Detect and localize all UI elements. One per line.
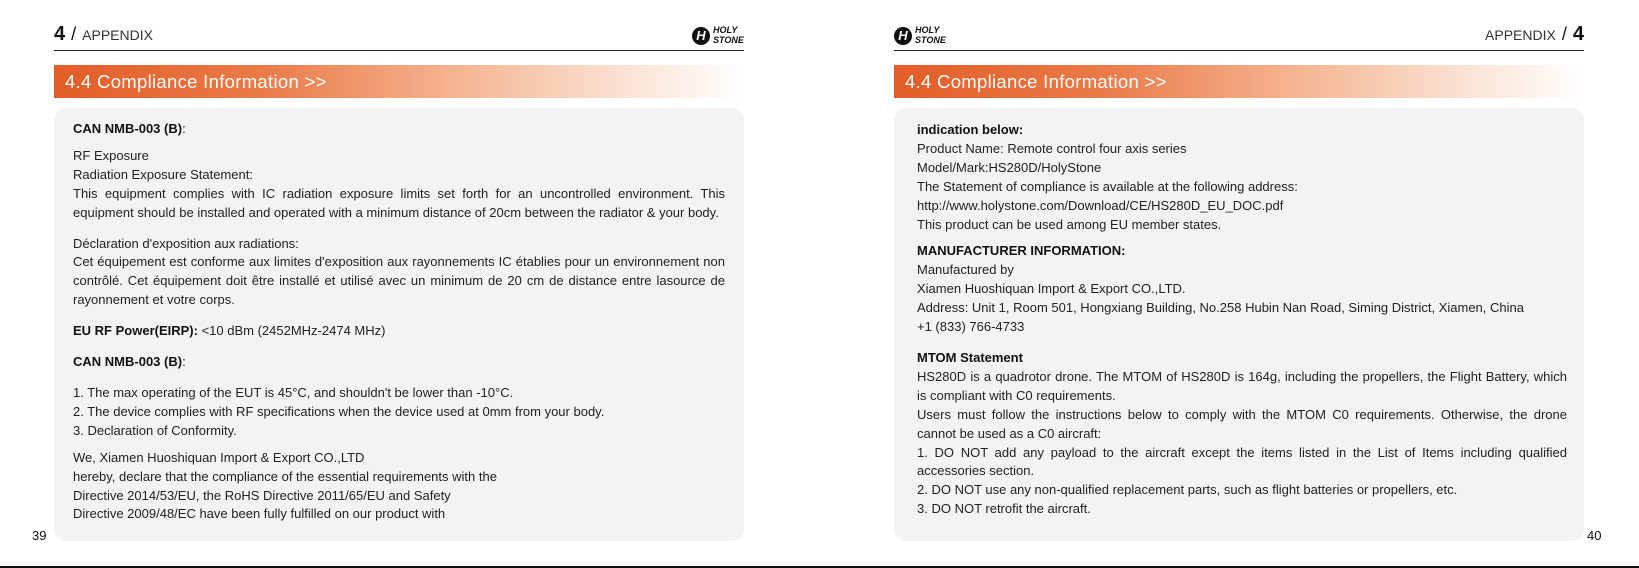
product-line: Model/Mark:HS280D/HolyStone [917, 159, 1102, 175]
list-item: 3. DO NOT retrofit the aircraft. [917, 501, 1091, 517]
manufacturer-line: Manufactured by [917, 262, 1014, 278]
doc-url: http://www.holystone.com/Download/CE/HS280D_EU_DOC.pdf [917, 197, 1284, 213]
product-line: The Statement of compliance is available at the following address: [917, 178, 1298, 194]
manufacturer-line: +1 (833) 766-4733 [917, 319, 1025, 335]
product-line: This product can be used among EU member states. [917, 216, 1222, 232]
right-page [894, 0, 1594, 568]
section-banner [54, 65, 744, 98]
eirp-line: EU RF Power(EIRP): <10 dBm (2452MHz-2474 MHz) [73, 323, 386, 339]
page-number-right: 40 [1587, 528, 1602, 543]
list-item: 1. The max operating of the EUT is 45°C, and shouldn't be lower than -10°C. [73, 384, 514, 400]
heading: CAN NMB-003 (B): [73, 354, 186, 370]
manufacturer-heading: MANUFACTURER INFORMATION: [917, 243, 1126, 259]
page-number-left: 39 [32, 528, 47, 543]
mtom-paragraph: HS280D is a quadrotor drone. The MTOM of HS280D is 164g, including the propellers, the Flight Battery, which is compliant with C0 requirements. [917, 368, 1567, 403]
radiation-statement-label: Radiation Exposure Statement: [73, 166, 253, 182]
mtom-paragraph: Users must follow the instructions below to comply with the MTOM C0 requirements. Otherwise, the drone cannot be used as a C0 aircraft: [917, 406, 1567, 441]
section-banner [894, 65, 1584, 98]
list-item: 3. Declaration of Conformity. [73, 422, 237, 438]
indication-heading: indication below: [917, 122, 1024, 137]
left-page [54, 0, 754, 568]
heading: CAN NMB-003 (B): [73, 121, 186, 136]
content-panel [894, 108, 1584, 541]
declaration-line: We, Xiamen Huoshiquan Import & Export CO.,LTD [73, 449, 365, 465]
french-title: Déclaration d'exposition aux radiations: [73, 235, 299, 251]
content-panel [54, 108, 744, 541]
chapter-label: APPENDIX / 4 [1485, 23, 1584, 45]
logo-h-icon: H [692, 27, 710, 45]
french-paragraph: Cet équipement est conforme aux limites d'exposition aux rayonnements IC établies pour un environnement non contrôlé. Cet équipement doit être installé et utilisé avec un minimum de 20 cm de distance entre lasource de rayonnement et votre corps. [73, 254, 725, 308]
declaration-line: hereby, declare that the compliance of the essential requirements with the [73, 468, 497, 484]
section-title: 4.4 Compliance Information >> [905, 71, 1167, 92]
list-item: 2. DO NOT use any non-qualified replacement parts, such as flight batteries or propellers, etc. [917, 482, 1458, 498]
mtom-heading: MTOM Statement [917, 349, 1023, 365]
page-header [54, 24, 744, 51]
chapter-label: 4 / APPENDIX [54, 23, 153, 45]
section-title: 4.4 Compliance Information >> [65, 71, 327, 92]
logo-h-icon: H [894, 27, 912, 45]
rf-exposure-label: RF Exposure [73, 147, 149, 163]
product-line: Product Name: Remote control four axis series [917, 140, 1187, 156]
manufacturer-line: Xiamen Huoshiquan Import & Export CO.,LTD. [917, 281, 1186, 297]
holystone-logo: H HOLY STONE [894, 26, 946, 48]
declaration-line: Directive 2014/53/EU, the RoHS Directive 2011/65/EU and Safety [73, 487, 451, 503]
page-header [894, 24, 1584, 51]
holystone-logo: H HOLY STONE [692, 26, 744, 48]
declaration-line: Directive 2009/48/EC have been fully fulfilled on our product with [73, 506, 446, 522]
rf-paragraph: This equipment complies with IC radiation exposure limits set forth for an uncontrolled environment. This equipment should be installed and operated with a minimum distance of 20cm between the radiator & your body. [73, 185, 725, 220]
list-item: 1. DO NOT add any payload to the aircraft except the items listed in the List of Items including qualified accessories section. [917, 444, 1567, 479]
manufacturer-line: Address: Unit 1, Room 501, Hongxiang Building, No.258 Hubin Nan Road, Siming District, Xiamen, China [917, 300, 1524, 316]
list-item: 2. The device complies with RF specifications when the device used at 0mm from your body. [73, 403, 605, 419]
